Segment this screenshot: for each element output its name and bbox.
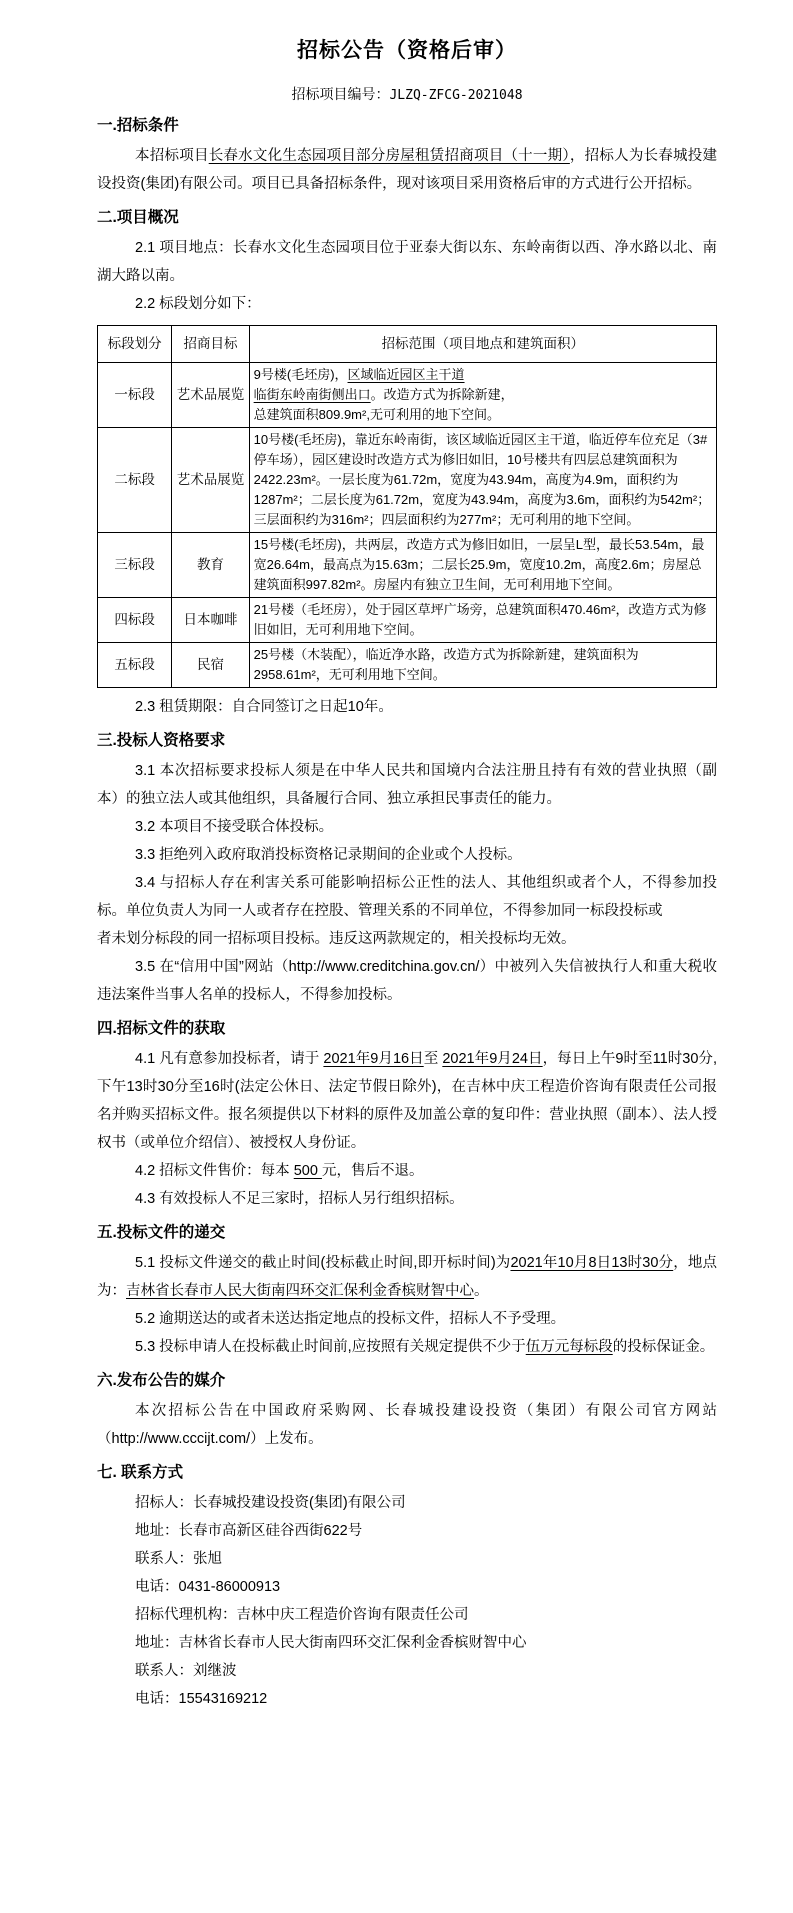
s1-text-post: ，招标人为长春城投建设投资(集团)有限公司。项目已具备招标条件，现对该项目采用资格后审的方式进行公开招标。: [97, 148, 718, 192]
header-business-target: 招商目标: [172, 326, 249, 363]
header-bid-scope: 招标范围（项目地点和建筑面积）: [249, 326, 716, 363]
bid-deposit-5-3: [97, 1333, 717, 1361]
s5-1-post: 。: [474, 1283, 489, 1299]
section-3-heading: 三.投标人资格要求: [97, 732, 226, 749]
lot-1-scope-mid: 。改造方式为拆除新建，: [370, 387, 514, 402]
table-row: [98, 598, 717, 643]
s5-3-post: 的投标保证金。: [612, 1339, 715, 1355]
s5-1-pre: 5.1 投标文件递交的截止时间(投标截止时间,即开标时间)为: [135, 1255, 511, 1271]
lot-3-name: 三标段: [98, 533, 172, 598]
section-1-paragraph: [97, 142, 717, 198]
lot-2-name: 二标段: [98, 428, 172, 533]
document-acquisition-4-1: [97, 1045, 717, 1157]
lot-division-intro: 2.2 标段划分如下：: [135, 296, 261, 312]
lot-1-target: 艺术品展览: [172, 363, 249, 428]
table-header-row: [98, 326, 717, 363]
lot-2-target: 艺术品展览: [172, 428, 249, 533]
agency-contact-line: 联系人：刘继波: [135, 1663, 237, 1679]
lot-1-scope-underline-1: 区域临近园区主干道: [347, 367, 465, 382]
s4-1-date-end-underlined: 2021年9月24日: [442, 1051, 543, 1067]
lot-1-scope: [249, 363, 716, 428]
lot-1-scope-pre: 9号楼(毛坯房)，: [253, 367, 348, 382]
header-lot-division: 标段划分: [98, 326, 172, 363]
section-2-heading: 二.项目概况: [97, 209, 179, 226]
s4-1-pre: 4.1 凡有意参加投标者，请于: [135, 1051, 324, 1067]
s5-1-mid: ，地点为：: [97, 1255, 718, 1299]
bidder-address-line: 地址：长春市高新区硅谷西街622号: [135, 1523, 363, 1539]
s1-project-name-underlined: 长春水文化生态园项目部分房屋租赁招商项目（十一期）: [208, 148, 570, 164]
bidder-phone-line: 电话：0431-86000913: [135, 1579, 281, 1595]
section-4-heading: 四.招标文件的获取: [97, 1020, 226, 1037]
project-number-value: JLZQ-ZFCG-2021048: [389, 88, 523, 103]
qualification-3-4-part1: 3.4 与招标人存在利害关系可能影响招标公正性的法人、其他组织或者个人，不得参加投标。单位负责人为同一人或者存在控股、管理关系的不同单位，不得参加同一标段投标或: [97, 875, 717, 919]
submission-deadline-5-1: [97, 1249, 717, 1305]
qualification-3-2: 3.2 本项目不接受联合体投标。: [135, 819, 334, 835]
document-price-4-2: [97, 1157, 717, 1185]
agency-address-line: 地址：吉林省长春市人民大街南四环交汇保利金香槟财智中心: [135, 1635, 527, 1651]
section-1-heading: 一.招标条件: [97, 117, 179, 134]
s1-text-pre: 本招标项目: [135, 148, 209, 164]
lease-term-paragraph: 2.3 租赁期限：自合同签订之日起10年。: [135, 699, 393, 715]
s4-2-pre: 4.2 招标文件售价：每本: [135, 1163, 294, 1179]
s5-1-deadline-underlined: 2021年10月8日13时30分: [510, 1255, 674, 1271]
lot-4-name: 四标段: [98, 598, 172, 643]
lot-5-scope: 25号楼（木装配），临近净水路，改造方式为拆除新建，建筑面积为2958.61m²，无可利用地下空间。: [249, 643, 716, 688]
qualification-3-4-part2: 者未划分标段的同一招标项目投标。违反这两款规定的，相关投标均无效。: [97, 931, 576, 947]
project-number-line: [97, 84, 717, 104]
lot-1-scope-end: 总建筑面积809.9m²,无可利用的地下空间。: [253, 407, 500, 422]
lot-1-name: 一标段: [98, 363, 172, 428]
section-7-heading: 七. 联系方式: [97, 1464, 184, 1481]
lot-5-name: 五标段: [98, 643, 172, 688]
page-title: 招标公告（资格后审）: [297, 39, 517, 62]
lot-3-target: 教育: [172, 533, 249, 598]
section-5-heading: 五.投标文件的递交: [97, 1224, 226, 1241]
table-row: [98, 533, 717, 598]
bidder-name-line: 招标人：长春城投建设投资(集团)有限公司: [135, 1495, 406, 1511]
qualification-3-1: 3.1 本次招标要求投标人须是在中华人民共和国境内合法注册且持有有效的营业执照（副本）的独立法人或其他组织，具备履行合同、独立承担民事责任的能力。: [97, 763, 717, 807]
late-submission-5-2: 5.2 逾期送达的或者未送达指定地点的投标文件，招标人不予受理。: [135, 1311, 566, 1327]
s5-1-location-underlined: 吉林省长春市人民大街南四环交汇保利金香槟财智中心: [126, 1283, 474, 1299]
agency-name-line: 招标代理机构：吉林中庆工程造价咨询有限责任公司: [135, 1607, 469, 1623]
lot-4-target: 日本咖啡: [172, 598, 249, 643]
lot-division-table: [97, 325, 717, 688]
bidder-contact-line: 联系人：张旭: [135, 1551, 222, 1567]
qualification-3-3: 3.3 拒绝列入政府取消投标资格记录期间的企业或个人投标。: [135, 847, 522, 863]
table-row: [98, 363, 717, 428]
agency-phone-line: 电话：15543169212: [135, 1691, 268, 1707]
lot-1-scope-underline-2: 临街东岭南街侧出口: [253, 387, 371, 402]
s4-1-date-start-underlined: 2021年9月16日: [323, 1051, 424, 1067]
s4-2-post: 元，售后不退。: [321, 1163, 424, 1179]
lot-3-scope: 15号楼(毛坯房)，共两层，改造方式为修旧如旧，一层呈L型，最长53.54m，最宽26.64m，最高点为15.63m；二层长25.9m，宽度10.2m，高度2.6m；房屋总建筑面积997.82m²。房屋内有独立卫生间，无可利用地下空间。: [249, 533, 716, 598]
section-6-heading: 六.发布公告的媒介: [97, 1372, 226, 1389]
lot-4-scope: 21号楼（毛坯房），处于园区草坪广场旁，总建筑面积470.46m²，改造方式为修旧如旧，无可利用地下空间。: [249, 598, 716, 643]
publication-media-paragraph: 本次招标公告在中国政府采购网、长春城投建设投资（集团）有限公司官方网站（http://www.cccijt.com/）上发布。: [97, 1403, 717, 1447]
lot-2-scope: 10号楼(毛坯房)，靠近东岭南街，该区域临近园区主干道，临近停车位充足（3#停车场），园区建设时改造方式为修旧如旧，10号楼共有四层总建筑面积为2422.23m²。一层长度为61.72m，宽度为43.94m，高度为4.9m，面积约为1287m²；二层长度为61.72m，宽度为43.94m，高度为3.6m，面积约为542m²；三层面积约为316m²；四层面积约为277m²；无可利用的地下空间。: [249, 428, 716, 533]
qualification-3-5: 3.5 在“信用中国”网站（http://www.creditchina.gov.cn/）中被列入失信被执行人和重大税收违法案件当事人名单的投标人，不得参加投标。: [97, 959, 717, 1003]
project-number-label: 招标项目编号：: [291, 86, 390, 102]
table-row: [98, 428, 717, 533]
table-row: [98, 643, 717, 688]
lot-5-target: 民宿: [172, 643, 249, 688]
s5-3-deposit-underlined: 伍万元每标段: [525, 1339, 613, 1355]
s4-2-price-underlined: 500: [293, 1163, 322, 1179]
s4-1-mid: 至: [423, 1051, 443, 1067]
s5-3-pre: 5.3 投标申请人在投标截止时间前,应按照有关规定提供不少于: [135, 1339, 526, 1355]
insufficient-bidders-4-3: 4.3 有效投标人不足三家时，招标人另行组织招标。: [135, 1191, 464, 1207]
project-location-paragraph: 2.1 项目地点：长春水文化生态园项目位于亚泰大街以东、东岭南街以西、净水路以北、南湖大路以南。: [97, 240, 717, 284]
s4-1-post: ，每日上午9时至11时30分,下午13时30分至16时(法定公休日、法定节假日除外)，在吉林中庆工程造价咨询有限责任公司报名并购买招标文件。报名须提供以下材料的原件及加盖公章的复印件：营业执照（副本）、法人授权书（或单位介绍信）、被授权人身份证。: [97, 1051, 718, 1151]
